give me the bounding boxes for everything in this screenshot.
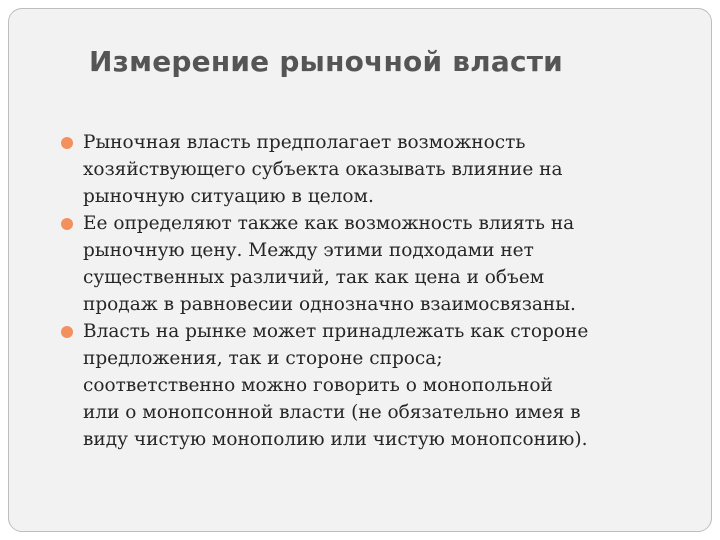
bullet-dot-icon (61, 326, 73, 338)
bullet-text-line: Рыночная власть предполагает возможность (83, 132, 526, 153)
bullet-list (61, 129, 701, 453)
bullet-text-line: соответственно можно говорить о монопольной (83, 375, 553, 396)
bullet-text-line: виду чистую монополию или чистую монопсонию). (83, 429, 588, 450)
bullet-text-line: существенных различий, так как цена и объем (83, 267, 545, 288)
bullet-text-line: или о монопсонной власти (не обязательно имея в (83, 402, 581, 423)
bullet-text-line: предложения, так и стороне спроса; (83, 348, 443, 369)
slide-title: Измерение рыночной власти (89, 45, 563, 78)
bullet-text-line: Ее определяют также как возможность влиять на (83, 213, 575, 234)
bullet-dot-icon (61, 218, 73, 230)
bullet-item (61, 210, 701, 318)
bullet-text-line: продаж в равновесии однозначно взаимосвязаны. (83, 294, 576, 315)
bullet-text-line: рыночную цену. Между этими подходами нет (83, 240, 534, 261)
bullet-dot-icon (61, 137, 73, 149)
bullet-item (61, 318, 701, 453)
slide-frame (8, 8, 712, 532)
bullet-text-line: хозяйствующего субъекта оказывать влияние на (83, 159, 563, 180)
bullet-text-line: рыночную ситуацию в целом. (83, 186, 374, 207)
bullet-item (61, 129, 701, 210)
bullet-text-line: Власть на рынке может принадлежать как стороне (83, 321, 589, 342)
